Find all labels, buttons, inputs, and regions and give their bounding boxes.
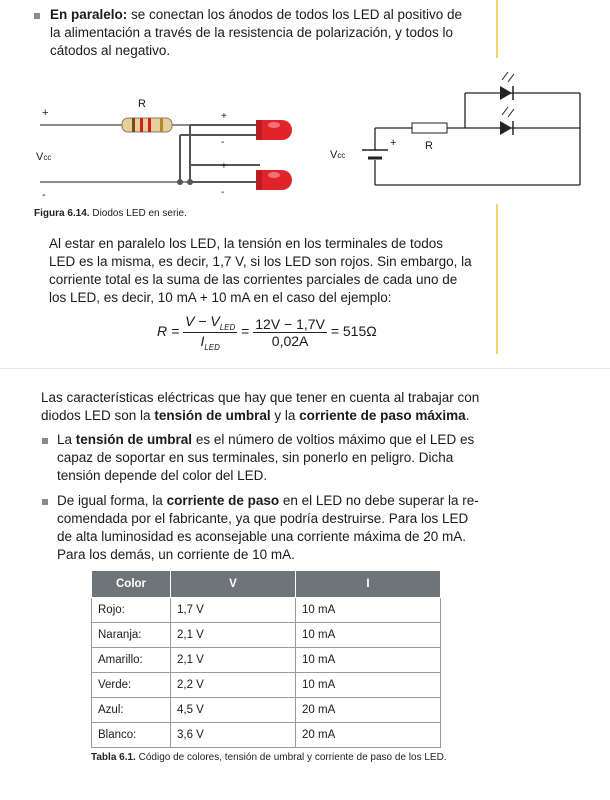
header-v: V	[171, 571, 296, 598]
table-row: Blanco: 3,6 V 20 mA	[92, 723, 441, 748]
formula-frac-2: $\frac{12V - 1,7V}{0,02A}$	[255, 315, 325, 349]
header-i: I	[296, 571, 441, 598]
fig-schematic-vcc: Vcc	[330, 149, 346, 161]
fig-schematic-r: R	[425, 140, 433, 152]
resistor-band-2	[140, 118, 143, 132]
schematic-diode-2	[500, 121, 512, 135]
fig-minus-left: -	[42, 189, 46, 201]
bullet-2-text: La tensión de umbral es el número de voltios máximo que el LED es capaz de soportar en sus terminales, sin ponerlo en peligro. Dicha tensión depende del color del LED.	[57, 432, 475, 483]
accent-line-top	[496, 0, 498, 58]
formula-result: = 515Ω	[330, 323, 377, 339]
table-row: Verde: 2,2 V 10 mA	[92, 673, 441, 698]
fig-vcc-left: Vcc	[36, 151, 52, 163]
figure-caption: Figura 6.14. Diodos LED en serie.	[34, 208, 187, 219]
resistor-body	[122, 118, 172, 132]
resistor-band-3	[148, 118, 151, 132]
schematic-diode-1	[500, 86, 512, 100]
paragraph-1: Al estar en paralelo los LED, la tensión en los terminales de todos LED es la misma, es decir, 1,7 V, si los LED son rojos. Sin embargo, la corriente total es la suma de las corrientes parciales de cada uno de los LED, es decir, 10 mA + 10 mA en el caso del ejemplo:	[49, 236, 472, 305]
top-bullet-bold: En paralelo:	[50, 7, 128, 22]
schematic-resistor	[412, 123, 447, 133]
table-row: Azul: 4,5 V 20 mA	[92, 698, 441, 723]
fig-schematic-plus: +	[390, 137, 397, 149]
resistor-band-4	[160, 118, 163, 132]
section-divider	[0, 368, 610, 369]
fig-r-label: R	[138, 98, 146, 110]
table-row: Amarillo: 2,1 V 10 mA	[92, 648, 441, 673]
top-bullet-text	[50, 6, 500, 60]
top-bullet-line1: se conectan los ánodos de todos los LED al positivo de	[127, 7, 462, 22]
table-row: Naranja: 2,1 V 10 mA	[92, 623, 441, 648]
table-caption: Tabla 6.1. Código de colores, tensión de umbral y corriente de paso de los LED.	[91, 752, 447, 763]
fig-led2-minus: -	[221, 187, 225, 198]
top-bullet-line2: la alimentación a través de la resistencia de polarización, y todos lo	[50, 25, 453, 40]
fig-led2-plus: +	[221, 161, 227, 172]
paragraph-2: Las características eléctricas que hay que tener en cuenta al trabajar con diodos LED son la tensión de umbral y la corriente de paso máxima.	[41, 390, 480, 423]
fig-plus-left: +	[42, 107, 49, 119]
bullet-marker-2	[42, 438, 48, 444]
table-header-row	[92, 571, 441, 598]
resistor-band-1	[132, 118, 135, 132]
fig-led1-minus: -	[221, 137, 225, 148]
bullet-marker	[34, 13, 40, 19]
header-color: Color	[92, 571, 171, 598]
bullet-marker-3	[42, 499, 48, 505]
table-row: Rojo: 1,7 V 10 mA	[92, 598, 441, 623]
bullet-3-text: De igual forma, la corriente de paso en el LED no debe superar la re- comendada por el fabricante, ya que podría destruirse. Para los LED de alta luminosidad es aconsejable una corriente máxima de 20 mA. Para los demás, un corriente de 10 mA.	[57, 493, 479, 562]
top-bullet-line3: cátodos al negativo.	[50, 43, 171, 58]
formula-eq: =	[241, 323, 250, 339]
led-parallel-figure	[30, 65, 590, 215]
formula-lhs: R =	[157, 323, 180, 339]
led-color-table	[91, 570, 441, 748]
fig-led1-plus: +	[221, 111, 227, 122]
formula-frac-1: $\frac{V - V_{LED}}{I_{LED}}$	[185, 313, 236, 352]
resistance-formula	[157, 313, 377, 352]
